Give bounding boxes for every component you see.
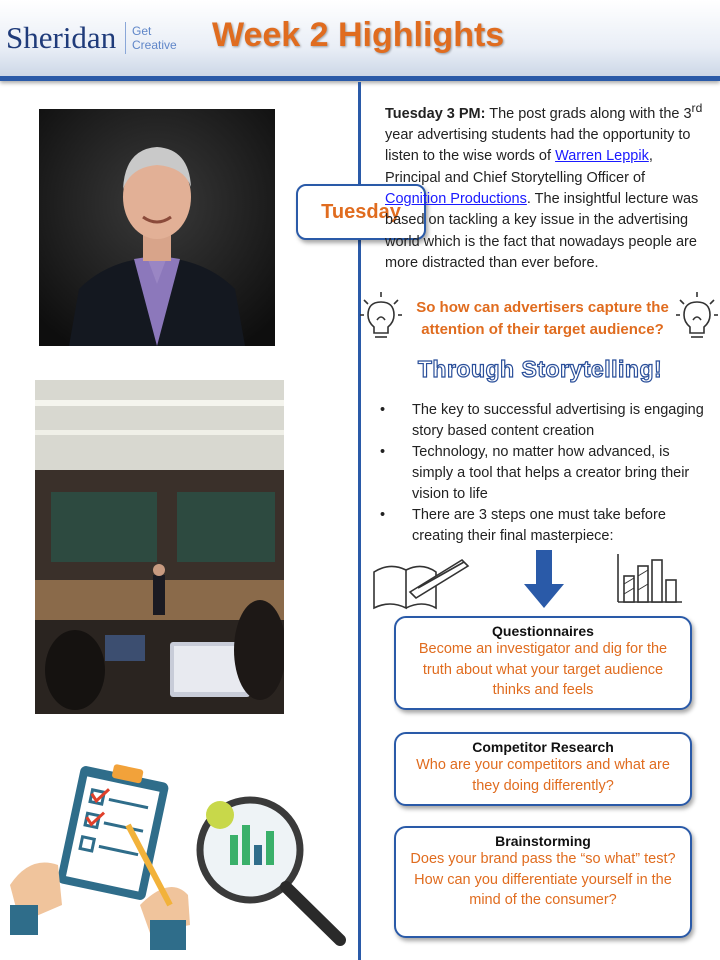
tagline-line-2: Creative bbox=[132, 38, 177, 52]
bullet-list bbox=[380, 400, 705, 547]
tuesday-label: Tuesday bbox=[296, 184, 426, 240]
logo-tagline bbox=[132, 24, 177, 52]
article-paragraph bbox=[385, 98, 707, 274]
research-illustration bbox=[10, 755, 355, 955]
step-title: Competitor Research bbox=[472, 739, 614, 755]
step-box-questionnaires bbox=[394, 616, 692, 710]
tagline-line-1: Get bbox=[132, 24, 152, 38]
section-heading: Through Storytelling! bbox=[417, 356, 663, 382]
clipboard-icon bbox=[57, 764, 170, 901]
sheridan-logo: Sheridan bbox=[6, 20, 117, 55]
bullet-text: Technology, no matter how advanced, is simply a tool that helps a creator bring their vision to life bbox=[412, 444, 690, 502]
speaker-portrait-photo bbox=[39, 109, 275, 346]
article-text-4: . The insightful lecture was based on tackling a key issue in the advertising world which is the fact that nowadays people are more distracted than ever before. bbox=[385, 191, 699, 271]
bullet-text: There are 3 steps one must take before creating their final masterpiece: bbox=[412, 507, 666, 544]
bar-chart-sketch-icon bbox=[614, 552, 684, 606]
key-question: So how can advertisers capture the attention of their target audience? bbox=[416, 299, 669, 338]
header-underline bbox=[0, 76, 720, 81]
lecture-hall-photo bbox=[35, 380, 284, 714]
bullet-item: • There are 3 steps one must take before creating their final masterpiece: bbox=[380, 505, 705, 547]
logo-divider bbox=[125, 22, 126, 54]
step-title: Questionnaires bbox=[492, 623, 594, 639]
lightbulb-icon-left bbox=[360, 290, 402, 342]
company-link[interactable]: Cognition Productions bbox=[385, 191, 527, 208]
article-text-2: year advertising students had the opportunity to listen to the wise words of bbox=[385, 127, 691, 165]
article-text-1: The post grads along with the 3 bbox=[485, 105, 692, 122]
step-box-competitor-research bbox=[394, 732, 692, 806]
book-pencil-icon bbox=[370, 552, 470, 610]
article-lead: Tuesday 3 PM: bbox=[385, 105, 486, 122]
step-text: Who are your competitors and what are they doing differently? bbox=[416, 757, 670, 794]
header-band bbox=[0, 0, 720, 80]
step-box-brainstorming bbox=[394, 826, 692, 938]
step-text: Does your brand pass the “so what” test? How can you differentiate yourself in the mind of the consumer? bbox=[410, 851, 676, 908]
magnifier-icon bbox=[200, 800, 340, 940]
step-title: Brainstorming bbox=[495, 833, 591, 849]
speaker-link[interactable]: Warren Leppik bbox=[555, 148, 649, 165]
bullet-item: • Technology, no matter how advanced, is simply a tool that helps a creator bring their vision to life bbox=[380, 442, 705, 505]
step-text: Become an investigator and dig for the truth about what your target audience thinks and feels bbox=[418, 641, 668, 698]
arrow-down-icon bbox=[522, 550, 566, 610]
bullet-item: • The key to successful advertising is engaging story based content creation bbox=[380, 400, 705, 442]
bullet-text: The key to successful advertising is engaging story based content creation bbox=[412, 402, 704, 439]
page-title: Week 2 Highlights bbox=[212, 16, 505, 54]
article-text-3: , Principal and Chief Storytelling Officer of bbox=[385, 148, 653, 186]
article-superscript: rd bbox=[691, 101, 703, 115]
